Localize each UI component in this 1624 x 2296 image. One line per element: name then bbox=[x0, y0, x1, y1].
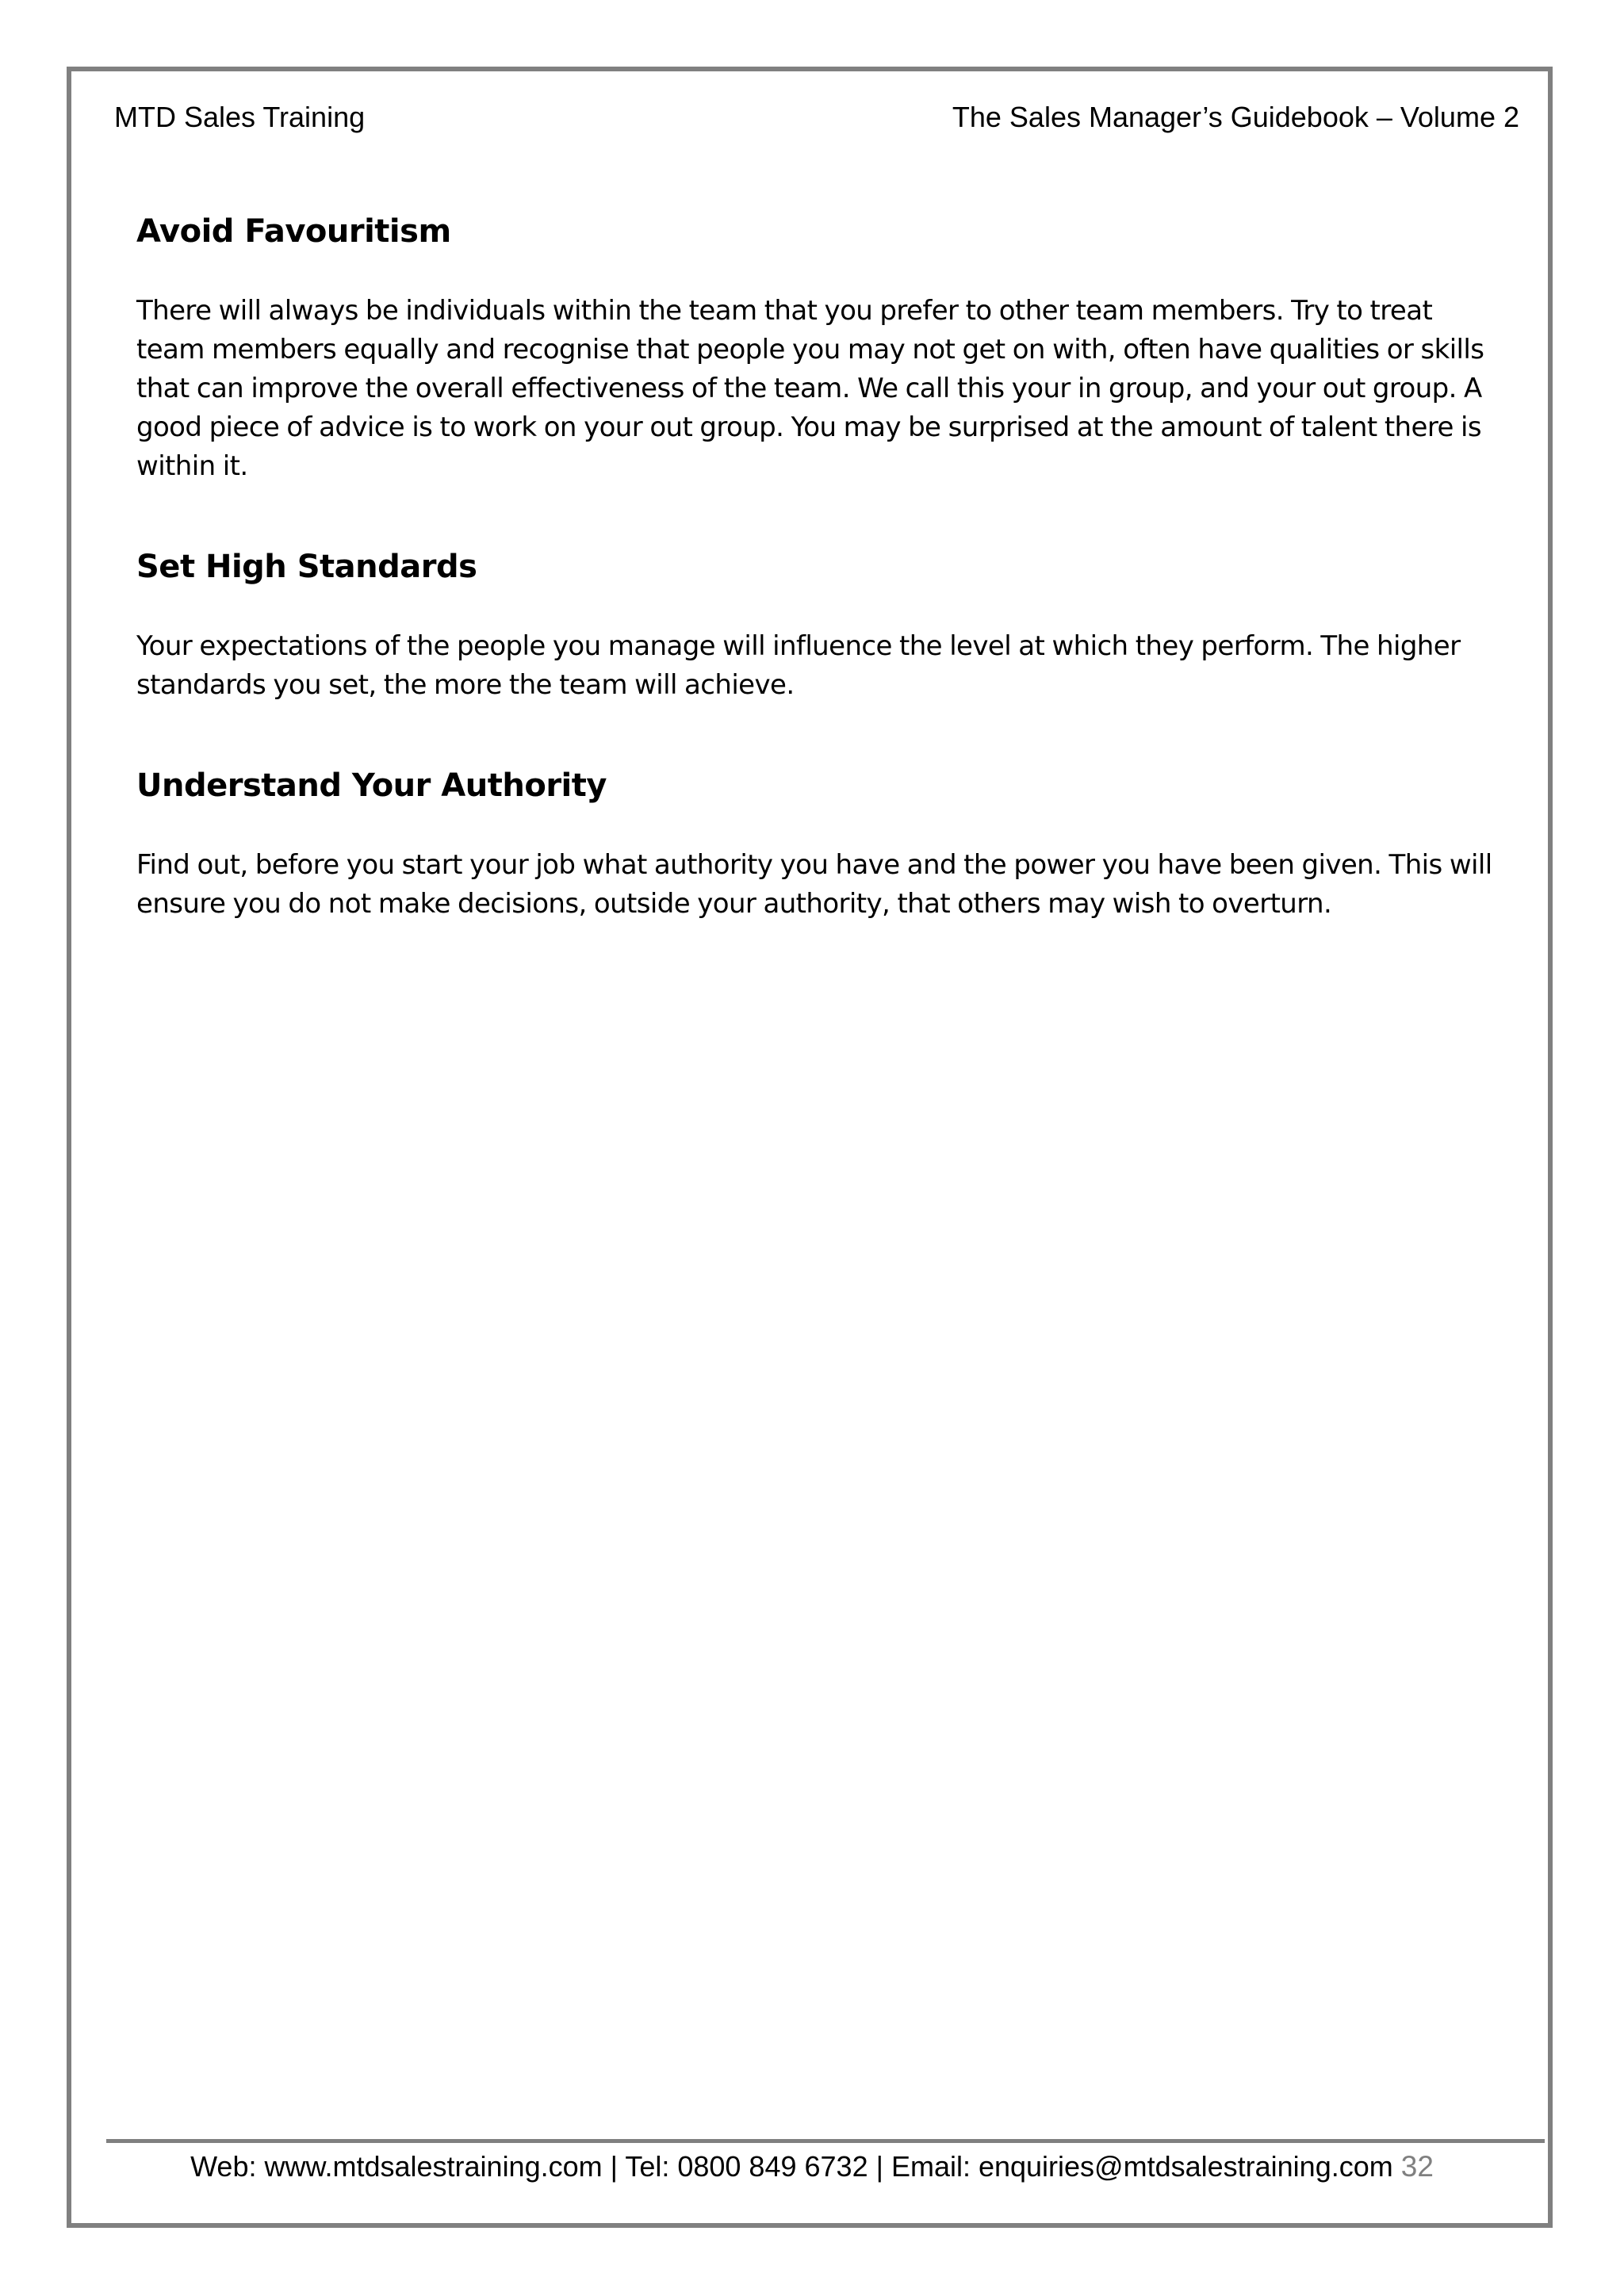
page-footer bbox=[79, 2150, 1545, 2190]
section-understand-your-authority bbox=[136, 762, 1500, 924]
section-heading: Understand Your Authority bbox=[136, 767, 607, 804]
section-set-high-standards bbox=[136, 543, 1500, 705]
page-content bbox=[136, 208, 1500, 981]
header-book-title: The Sales Manager’s Guidebook – Volume 2 bbox=[952, 101, 1519, 133]
section-body: Find out, before you start your job what authority you have and the power you have been given. This will ensure you do not make decisions, outside your authority, that others may wish to overturn. bbox=[136, 849, 1492, 920]
footer-contact: Web: www.mtdsalestraining.com | Tel: 0800 849 6732 | Email: enquiries@mtdsalestraining.com bbox=[190, 2150, 1393, 2183]
footer-divider bbox=[106, 2139, 1545, 2143]
section-heading: Avoid Favouritism bbox=[136, 213, 451, 250]
running-header bbox=[114, 98, 1519, 136]
section-heading: Set High Standards bbox=[136, 549, 477, 585]
section-avoid-favouritism bbox=[136, 208, 1500, 486]
header-publisher: MTD Sales Training bbox=[114, 101, 366, 133]
section-body: There will always be individuals within the team that you prefer to other team members. Try to treat team members equally and recognise that people you may not get on with, often have qualities or skills that can improve the overall effectiveness of the team. We call this your in group, and your out group. A good piece of advice is to work on your out group. You may be surprised at the amount of talent there is within it. bbox=[136, 295, 1484, 482]
section-body: Your expectations of the people you manage will influence the level at which they perform. The higher standards you set, the more the team will achieve. bbox=[136, 630, 1461, 701]
page-number: 32 bbox=[1400, 2150, 1434, 2183]
